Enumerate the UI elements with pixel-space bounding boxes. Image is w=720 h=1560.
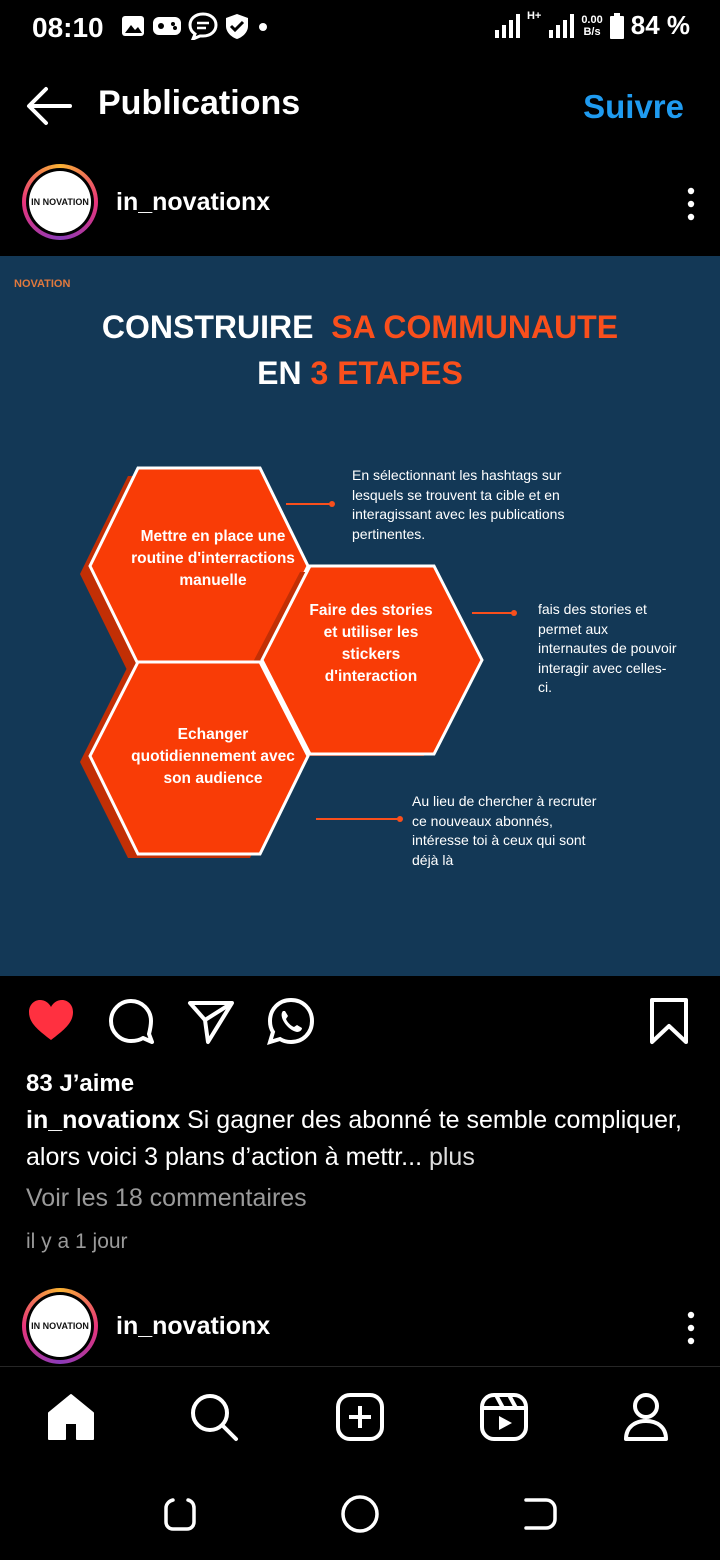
next-post-username[interactable]: in_novationx (116, 1312, 271, 1340)
reels-icon[interactable] (478, 1391, 530, 1443)
search-icon[interactable] (188, 1391, 240, 1443)
post-timestamp: il y a 1 jour (26, 1230, 128, 1253)
shield-check-icon (224, 12, 250, 40)
view-comments-link[interactable]: Voir les 18 commentaires (26, 1184, 307, 1212)
comment-icon[interactable] (106, 996, 156, 1046)
signal-icon (493, 12, 521, 40)
signal-icon-2 (547, 12, 575, 40)
avatar[interactable] (22, 164, 98, 240)
hexagon-2-label: Faire des stories et utiliser les stickers d'interaction (309, 602, 433, 685)
back-system-icon[interactable] (518, 1492, 562, 1536)
status-bar (0, 0, 720, 60)
home-system-icon[interactable] (338, 1492, 382, 1536)
next-more-options-icon[interactable] (682, 1310, 700, 1346)
caption-username[interactable]: in_novationx (26, 1106, 181, 1134)
page-title: Publications (98, 84, 301, 122)
image-logo: NOVATION (14, 278, 71, 290)
caption-more-link[interactable]: plus (422, 1143, 475, 1171)
network-type: H+ (526, 9, 542, 22)
avatar-logo-text: IN NOVATION (31, 197, 89, 207)
status-right (493, 10, 690, 41)
system-navigation (0, 1470, 720, 1560)
battery-icon (609, 12, 625, 40)
gallery-icon (120, 13, 146, 39)
back-arrow-icon[interactable] (22, 80, 74, 132)
message-icon (188, 12, 218, 40)
post-caption[interactable] (26, 1102, 706, 1176)
next-post-avatar[interactable] (22, 1288, 98, 1364)
battery-level: 84 % (630, 10, 690, 40)
recent-apps-icon[interactable] (158, 1492, 202, 1536)
connector-dot-3 (397, 816, 403, 822)
bottom-navigation (0, 1366, 720, 1466)
note-2: fais des stories et permet aux internautes de pouvoir interagir avec celles-ci. (538, 601, 677, 695)
post-header (0, 164, 720, 244)
post-image[interactable] (0, 256, 720, 976)
hexagon-1-label: Mettre en place une routine d'interractions manuelle (131, 528, 295, 589)
create-post-icon[interactable] (334, 1391, 386, 1443)
bookmark-save-icon[interactable] (646, 996, 692, 1046)
gamepad-icon (152, 13, 182, 39)
notification-icons (120, 12, 270, 40)
hexagon-3-label: Echanger quotidiennement avec son audience (131, 726, 295, 787)
note-3: Au lieu de chercher à recruter ce nouveaux abonnés, intéresse toi à ceux qui sont déjà là (412, 793, 597, 868)
profile-icon[interactable] (620, 1391, 672, 1443)
next-avatar-logo-text: IN NOVATION (31, 1321, 89, 1331)
like-heart-icon[interactable] (26, 996, 76, 1046)
net-speed: 0.00 B/s (581, 13, 603, 38)
connector-dot-2 (511, 610, 517, 616)
post-username[interactable]: in_novationx (116, 188, 271, 216)
image-title: CONSTRUIRE SA COMMUNAUTE EN 3 ETAPES (101, 309, 619, 391)
whatsapp-icon[interactable] (266, 996, 316, 1046)
status-time: 08:10 (32, 12, 104, 43)
home-icon[interactable] (45, 1391, 97, 1443)
caption-text: Si gagner des abonné te semble compliquer, alors voici 3 plans d’action à mettr... (26, 1106, 682, 1171)
next-post-header (0, 1288, 720, 1368)
connector-dot-1 (329, 501, 335, 507)
share-send-icon[interactable] (186, 996, 236, 1046)
like-count[interactable]: 83 J’aime (26, 1070, 135, 1097)
post-action-bar (0, 996, 720, 1056)
app-header (0, 70, 720, 140)
more-options-icon[interactable] (682, 186, 700, 222)
note-1: En sélectionnant les hashtags sur lesquels se trouvent ta cible et en interagissant avec les publications pertinentes. (352, 467, 565, 542)
follow-button[interactable]: Suivre (583, 88, 684, 125)
dot-icon (256, 13, 270, 39)
